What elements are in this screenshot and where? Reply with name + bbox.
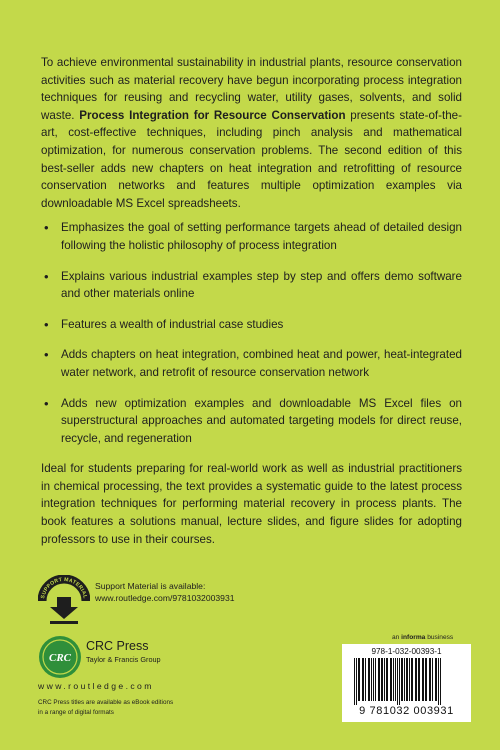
barcode-bar (362, 658, 364, 701)
publisher-name: CRC Press (86, 639, 149, 653)
barcode-bar (406, 658, 408, 701)
informa-suffix: business (425, 634, 454, 641)
barcode-bar (418, 658, 420, 701)
support-badge-text: SUPPORT MATERIAL (40, 576, 88, 600)
publisher-logo (38, 635, 238, 685)
barcode-bar (368, 658, 370, 701)
barcode-bar (378, 658, 380, 701)
feature-item: • Features a wealth of industrial case studies (41, 316, 462, 334)
intro-text-part1: To achieve environmental sustainability in industrial plants, resource conservation activities such as material recovery have begun incorporating process integration techniques for reusing and recycling water, utility gases, solvents, and solid waste. (41, 56, 462, 122)
ebook-note (38, 698, 238, 717)
barcode-bar (432, 658, 433, 701)
isbn-number: 978-1-032-00393-1 (371, 647, 442, 656)
barcode-bar (415, 658, 417, 701)
barcode-bar (401, 658, 403, 701)
crc-logo-letters: CRC (48, 652, 72, 664)
barcode-graphic (354, 658, 460, 705)
feature-list (41, 219, 462, 447)
barcode-bar (354, 658, 355, 705)
book-title-bold: Process Integration for Resource Conservation (79, 108, 346, 122)
barcode-bar (358, 658, 360, 701)
publisher-group: Taylor & Francis Group (86, 655, 161, 664)
isbn-barcode (342, 644, 471, 722)
barcode-bar (365, 658, 366, 701)
feature-item: • Explains various industrial examples step by step and offers demo software and other materials online (41, 268, 462, 303)
barcode-bar (440, 658, 441, 705)
barcode-bar (397, 658, 398, 705)
support-material-label: Support Material is available: (95, 581, 206, 591)
ebook-note-line2: in a range of digital formats (38, 708, 114, 716)
barcode-bar (356, 658, 357, 705)
feature-item: • Adds new optimization examples and downloadable MS Excel files on superstructural approaches and automated targeting models for direct reuse, recycle, and regeneration (41, 395, 462, 448)
feature-item: • Adds chapters on heat integration, combined heat and power, heat-integrated water network, and retrofit of resource conservation network (41, 346, 462, 381)
ebook-note-line1: CRC Press titles are available as eBook editions (38, 699, 174, 706)
barcode-bar (371, 658, 372, 701)
barcode-bar (384, 658, 385, 701)
closing-paragraph: Ideal for students preparing for real-world work as well as industrial practitioners in chemical processing, the text provides a systematic guide to the latest process integration techniques for performing material recovery in process plants. The book features a solutions manual, lecture slides, and figure slides for adopting professors to use in their courses. (41, 462, 462, 546)
feature-item: • Emphasizes the goal of setting performance targets ahead of detailed design following the holistic philosophy of process integration (41, 219, 462, 254)
barcode-bar (409, 658, 410, 701)
intro-paragraph (41, 54, 462, 212)
support-material-download-icon (38, 575, 90, 625)
barcode-bar (425, 658, 427, 701)
barcode-bar (390, 658, 392, 701)
informa-business-label (392, 634, 453, 641)
barcode-bar (438, 658, 439, 705)
support-material-block (38, 575, 338, 625)
barcode-digits: 9 781032 003931 (359, 705, 454, 717)
support-material-info (95, 581, 235, 604)
barcode-bar (399, 658, 400, 705)
barcode-bar (395, 658, 396, 701)
barcode-bar (375, 658, 376, 701)
informa-bold: informa (401, 634, 426, 641)
barcode-bar (381, 658, 383, 701)
crc-press-logo-icon (38, 635, 82, 679)
support-material-url[interactable]: www.routledge.com/9781032003931 (95, 592, 235, 603)
barcode-bar (411, 658, 413, 701)
barcode-bar (393, 658, 394, 701)
barcode-bar (435, 658, 437, 701)
barcode-bar (404, 658, 405, 701)
back-cover-text (41, 54, 462, 548)
svg-text:SUPPORT MATERIAL (40, 577, 88, 600)
informa-prefix: an (392, 634, 402, 641)
intro-text-part2: presents state-of-the-art, cost-effective techniques, including pinch analysis and mathematical optimization, for numerous conservation problems. The second edition of this best-seller adds new chapters on heat integration and retrofitting of resource conservation networks and features multiple optimization examples via downloadable MS Excel spreadsheets. (41, 108, 462, 210)
barcode-bar (422, 658, 424, 701)
publisher-url[interactable]: www.routledge.com (38, 681, 154, 691)
barcode-bar (386, 658, 388, 701)
barcode-bar (373, 658, 374, 701)
barcode-bar (429, 658, 431, 701)
